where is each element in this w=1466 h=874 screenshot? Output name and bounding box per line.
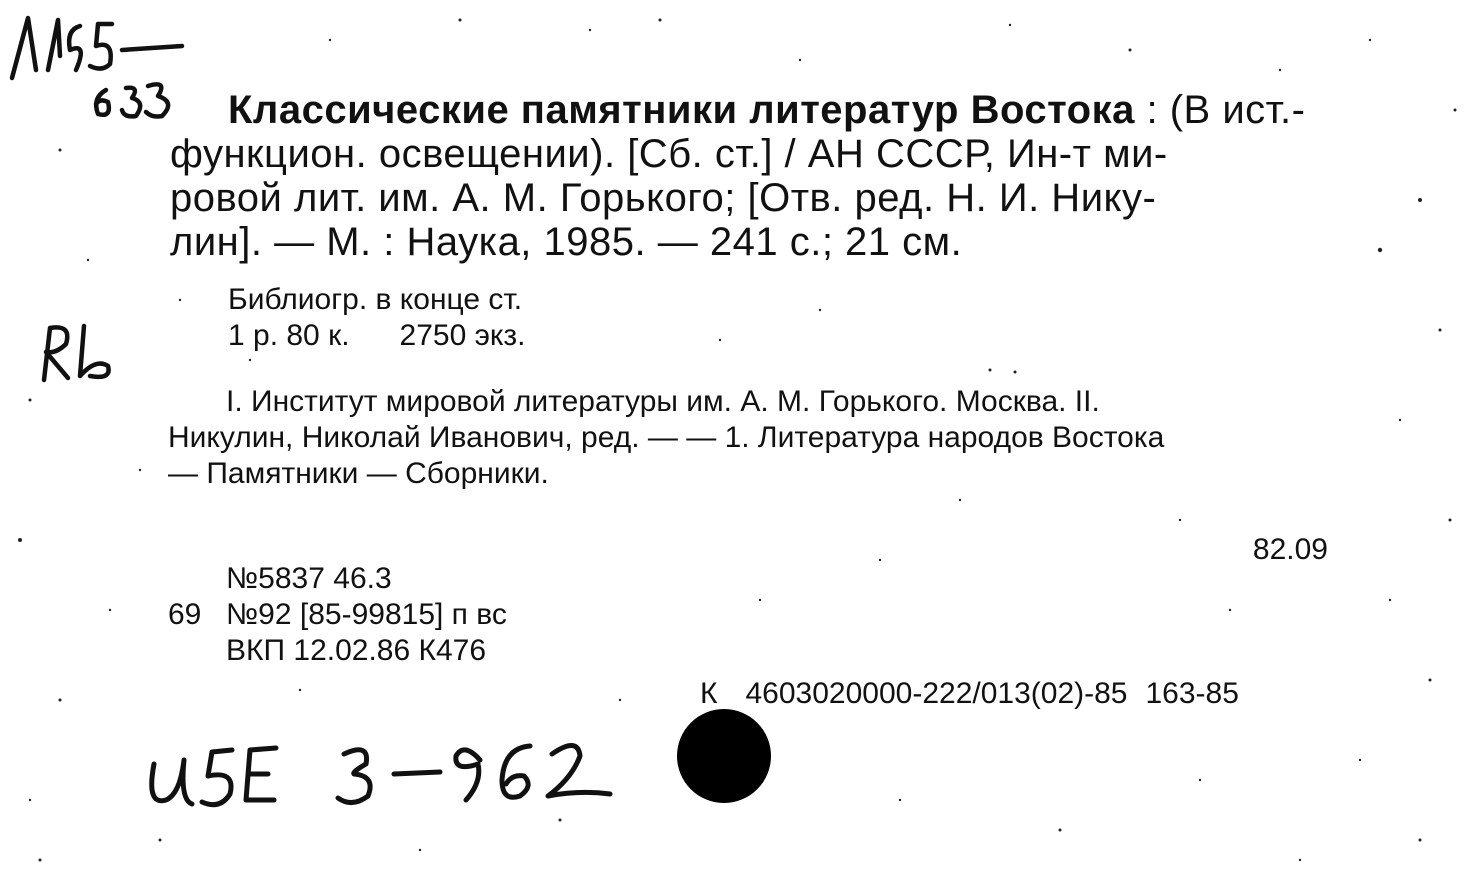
- publisher-code-line: [700, 676, 1239, 712]
- entry-line-4: лин]. — М. : Наука, 1985. — 241 с.; 21 см.: [170, 220, 963, 264]
- tracings: [168, 384, 1338, 492]
- bibliography-note: Библиогр. в конце ст.: [228, 283, 523, 316]
- main-entry: [170, 88, 1340, 264]
- price: 1 р. 80 к.: [228, 319, 350, 352]
- entry-line-2: функцион. освещении). [Сб. ст.] / АН СССР, Ин-т ми-: [170, 132, 1168, 176]
- handwritten-call-number: [140, 720, 630, 820]
- title-bold: Классические памятники литератур Востока: [228, 88, 1135, 132]
- punched-hole: [677, 709, 771, 803]
- copies: 2750 экз.: [399, 319, 526, 352]
- tracing-line-1: I. Институт мировой литературы им. А. М. Горького. Москва. II.: [226, 385, 1100, 418]
- code-line-3: ВКП 12.02.86 К476: [226, 634, 487, 667]
- tracing-line-2: Никулин, Николай Иванович, ред. — — 1. Литература народов Востока: [168, 421, 1165, 454]
- classification-number: 82.09: [1252, 533, 1328, 566]
- entry-line-3: ровой лит. им. А. М. Горького; [Отв. ред. Н. И. Нику-: [170, 176, 1157, 220]
- tracing-line-3: — Памятники — Сборники.: [168, 457, 549, 490]
- handwritten-initials: [34, 318, 124, 388]
- publisher-code: 4603020000-222/013(02)-85: [745, 677, 1128, 710]
- control-codes: [168, 561, 507, 669]
- code-letter: К: [700, 677, 718, 710]
- code-line-1: №5837 46.3: [226, 562, 392, 595]
- code-line-2: 69 №92 [85-99815] п вс: [168, 598, 507, 631]
- entry-line-1: Классические памятники литератур Востока : (В ист.-: [228, 88, 1306, 132]
- order-number: 163-85: [1145, 677, 1239, 710]
- price-line: [228, 318, 525, 354]
